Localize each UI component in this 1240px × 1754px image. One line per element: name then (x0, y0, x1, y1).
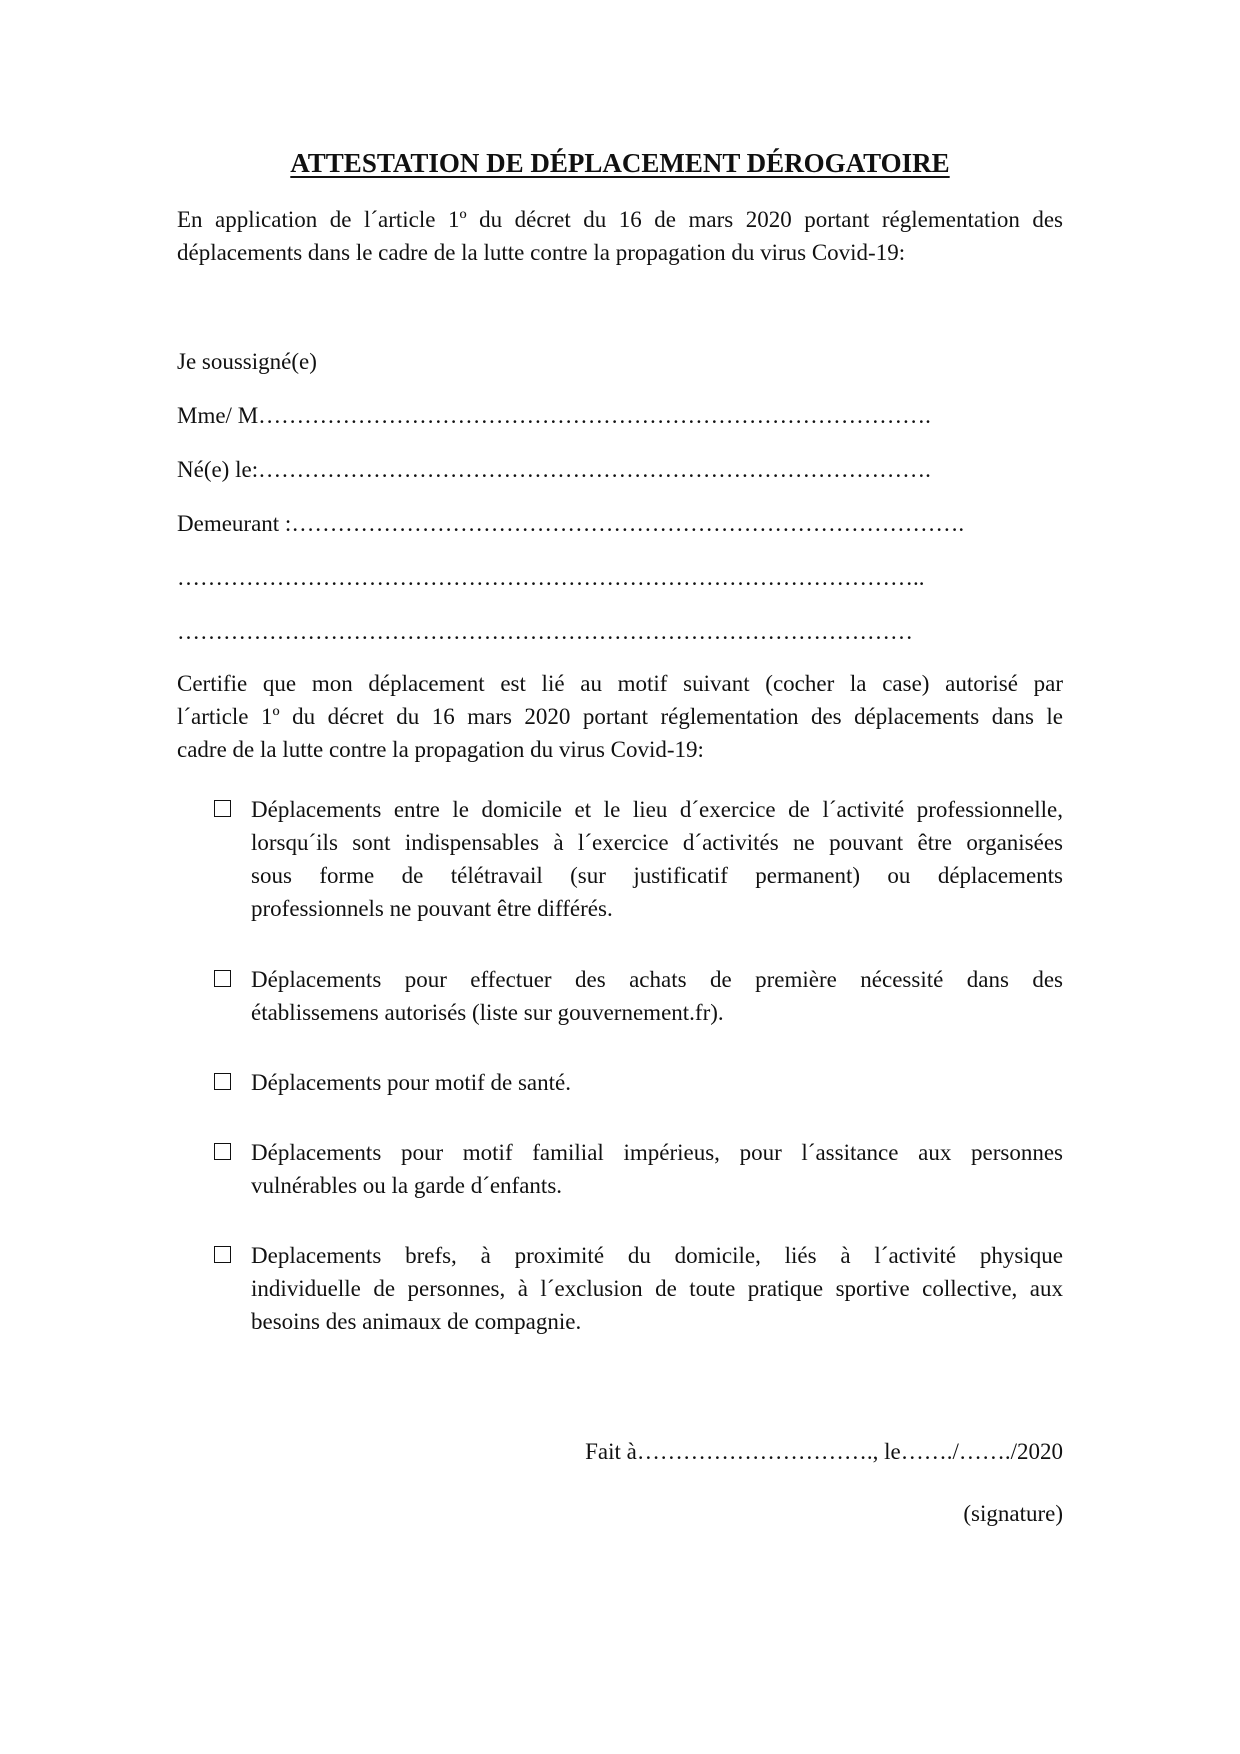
reason-line: Deplacements brefs, à proximité du domicile, liés à l´activité physique (251, 1243, 1063, 1268)
reason-line: individuelle de personnes, à l´exclusion de toute pratique sportive collective, aux (251, 1276, 1063, 1301)
reason-text (251, 1066, 1063, 1099)
address-field-line3[interactable]: …………………………………………………………………………………… (177, 619, 913, 644)
reason-line: établissemens autorisés (liste sur gouvernement.fr). (251, 1000, 724, 1025)
document-title: ATTESTATION DE DÉPLACEMENT DÉROGATOIRE (290, 148, 950, 178)
reason-line: professionnels ne pouvant être différés. (251, 896, 613, 921)
reason-line: Déplacements pour effectuer des achats de première nécessité dans des (251, 967, 1063, 992)
name-field[interactable]: Mme/ M……………………………………………………………………………. (177, 403, 931, 428)
certify-line: cadre de la lutte contre la propagation du virus Covid-19: (177, 737, 704, 762)
address-field[interactable]: Demeurant :……………………………………………………………………………. (177, 511, 965, 536)
certify-line: Certifie que mon déplacement est lié au motif suivant (cocher la case) autorisé par (177, 671, 1063, 696)
checkbox[interactable] (214, 1143, 231, 1160)
reason-text (251, 1239, 1063, 1338)
certify-paragraph (177, 667, 1063, 766)
checkbox[interactable] (214, 970, 231, 987)
place-date-field[interactable]: Fait à…………………………., le……./……./2020 (585, 1439, 1063, 1464)
birth-date-field[interactable]: Né(e) le:……………………………………………………………………………. (177, 457, 931, 482)
reason-text (251, 793, 1063, 925)
reason-text (251, 963, 1063, 1029)
intro-paragraph (177, 203, 1063, 269)
certify-line: l´article 1º du décret du 16 mars 2020 portant réglementation des déplacements dans le (177, 704, 1063, 729)
checkbox[interactable] (214, 800, 231, 817)
reason-line: sous forme de télétravail (sur justificatif permanent) ou déplacements (251, 863, 1063, 888)
reason-line: Déplacements pour motif de santé. (251, 1070, 571, 1095)
checkbox[interactable] (214, 1246, 231, 1263)
undersigned-label: Je soussigné(e) (177, 349, 317, 374)
reason-line: vulnérables ou la garde d´enfants. (251, 1173, 563, 1198)
address-field-line2[interactable]: …………………………………………………………………………………….. (177, 565, 925, 590)
intro-line: En application de l´article 1º du décret du 16 de mars 2020 portant réglementation des (177, 207, 1063, 232)
reason-line: Déplacements entre le domicile et le lieu d´exercice de l´activité professionnelle, (251, 797, 1063, 822)
intro-line: déplacements dans le cadre de la lutte contre la propagation du virus Covid-19: (177, 240, 906, 265)
reason-text (251, 1136, 1063, 1202)
reason-line: Déplacements pour motif familial impérieus, pour l´assitance aux personnes (251, 1140, 1063, 1165)
signature-label: (signature) (963, 1501, 1063, 1526)
reason-line: besoins des animaux de compagnie. (251, 1309, 582, 1334)
reason-line: lorsqu´ils sont indispensables à l´exercice d´activités ne pouvant être organisées (251, 830, 1063, 855)
checkbox[interactable] (214, 1073, 231, 1090)
